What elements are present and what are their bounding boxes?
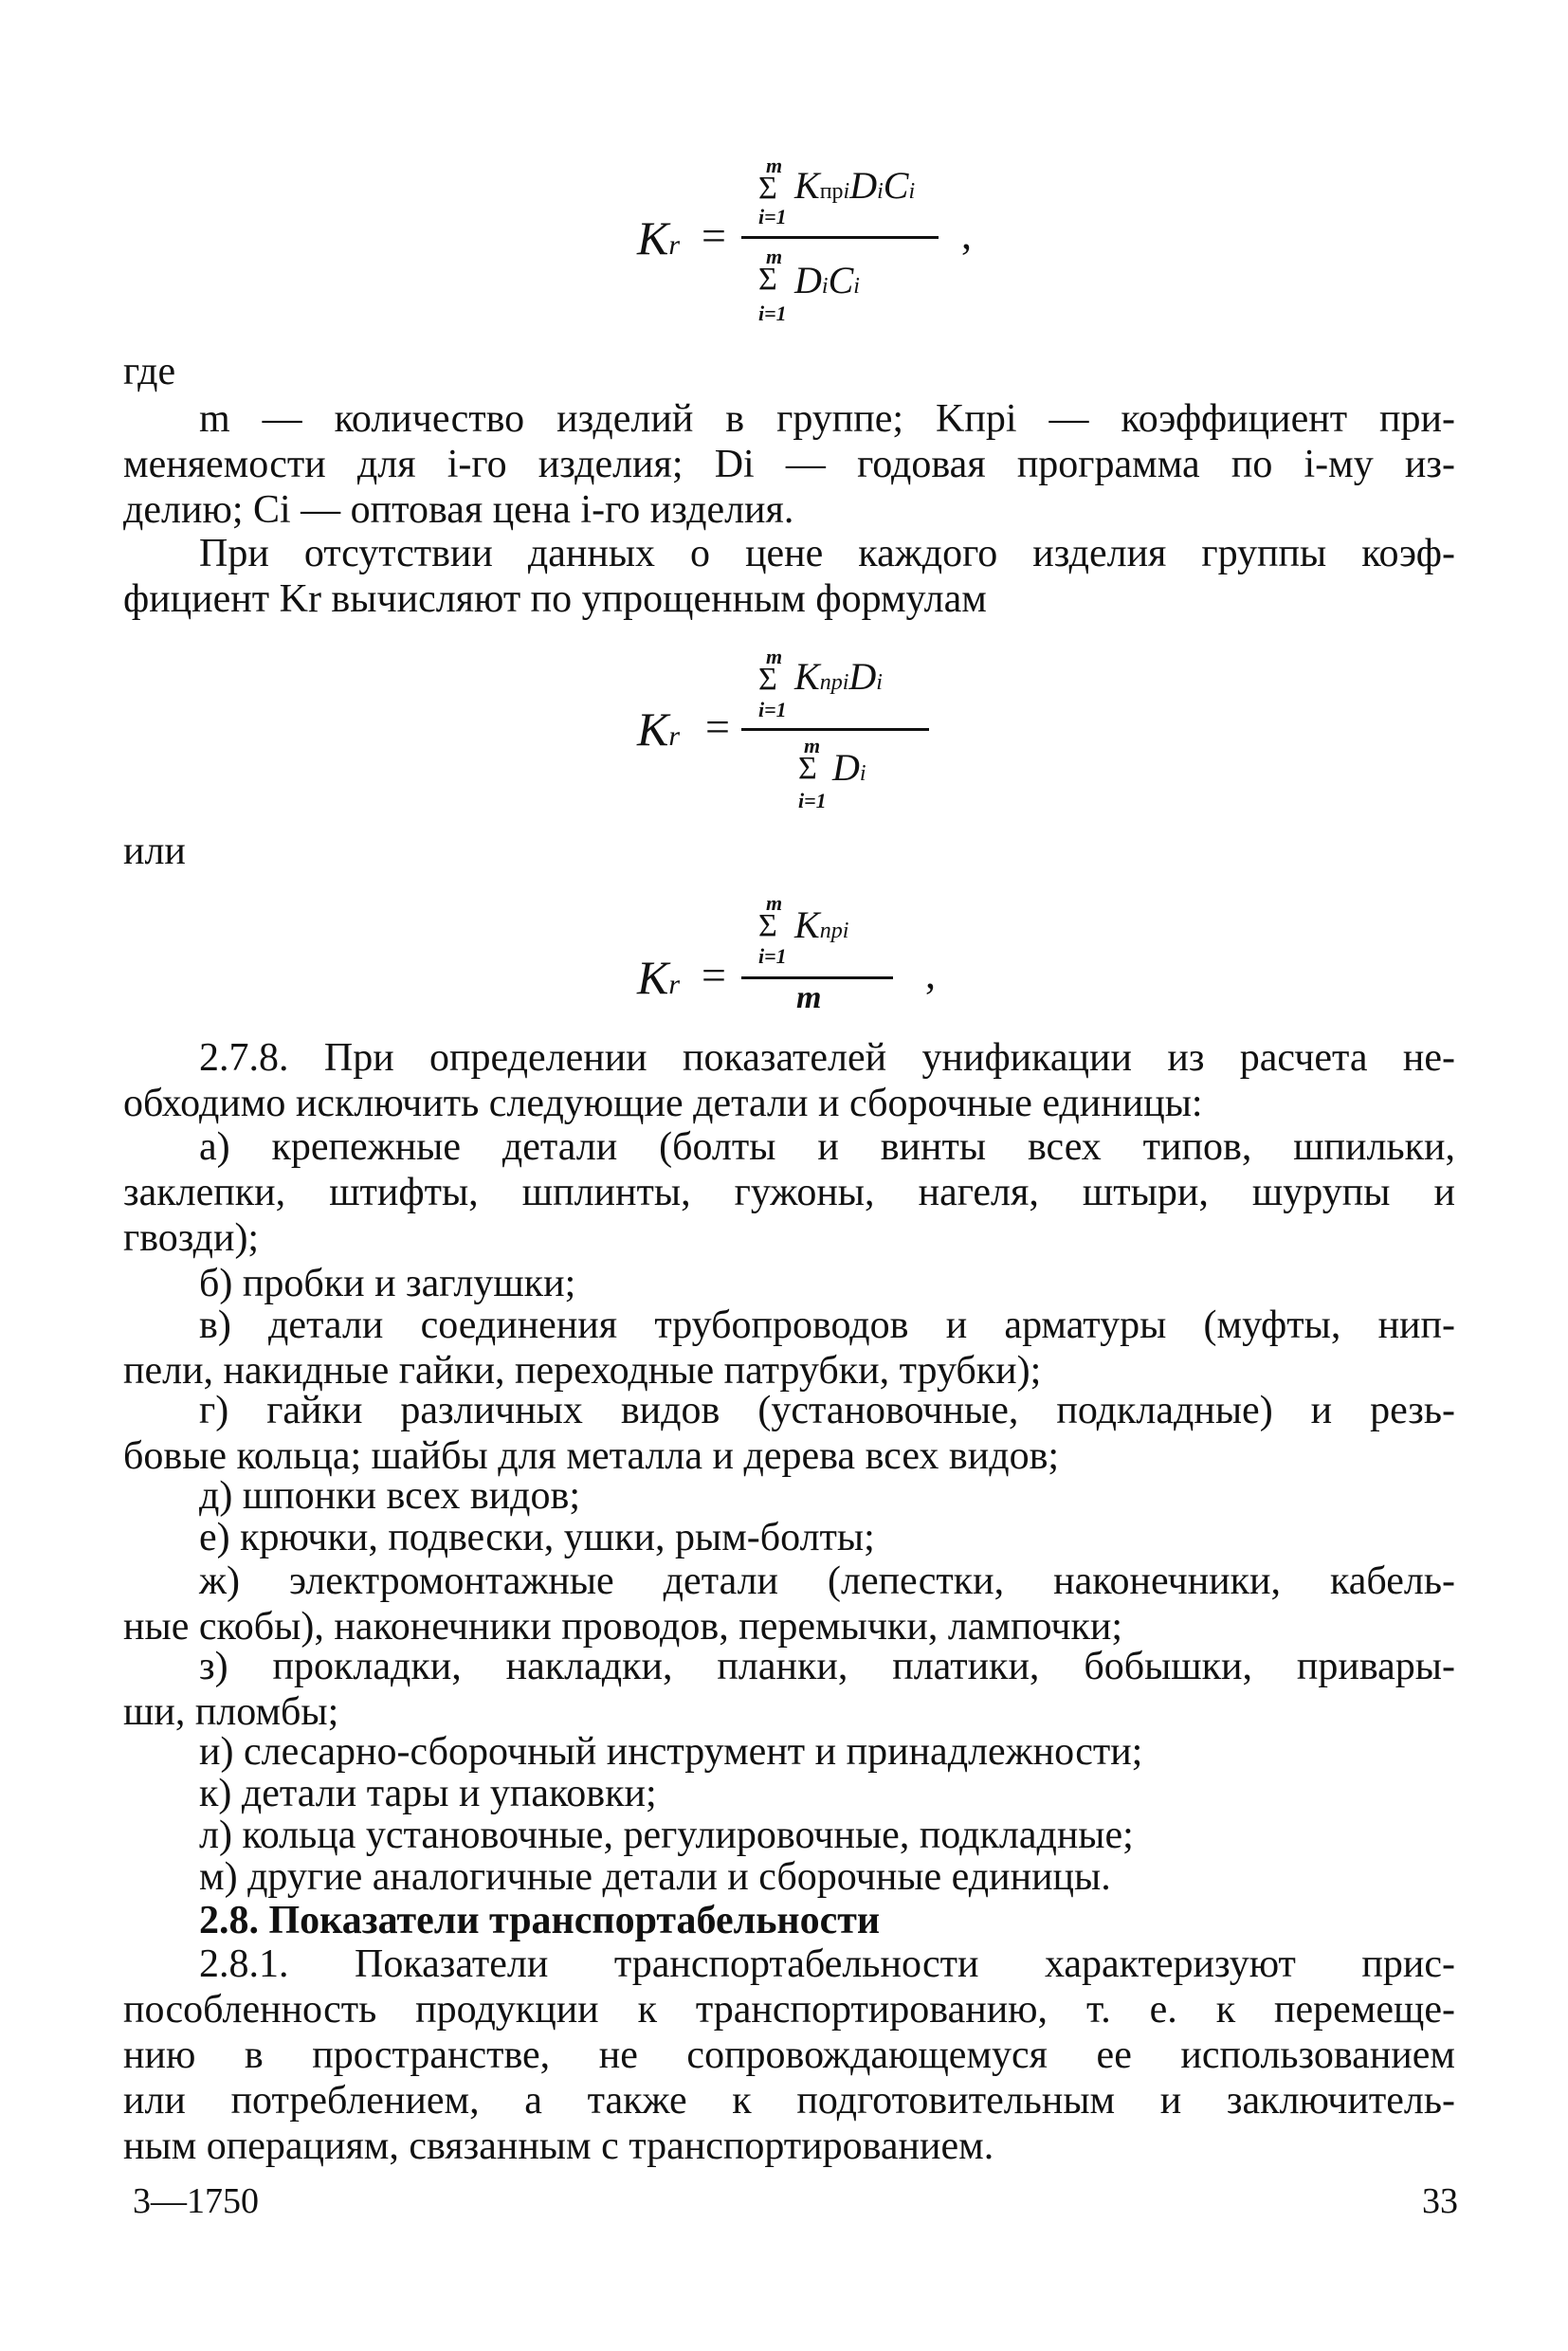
text-line: 2.7.8. При определении показателей унификации из расчета не- — [199, 1036, 1455, 1080]
text-line: При отсутствии данных о цене каждого изделия группы коэф- — [199, 532, 1455, 575]
text-line: обходимо исключить следующие детали и сборочные единицы: — [123, 1082, 1203, 1125]
text-line: к) детали тары и упаковки; — [199, 1772, 657, 1815]
f2-lhs: Kr — [637, 702, 681, 756]
text-line: а) крепежные детали (болты и винты всех типов, шпильки, — [199, 1125, 1455, 1169]
f1-num-top: m — [766, 154, 783, 177]
text-line: ные скобы), наконечники проводов, перемычки, лампочки; — [123, 1605, 1123, 1649]
text-line: в) детали соединения трубопроводов и арматуры (муфты, нип- — [199, 1303, 1455, 1347]
text-line: заклепки, штифты, шплинты, гужоны, нагеля, штыри, шурупы и — [123, 1171, 1455, 1214]
text-line: м) другие аналогичные детали и сборочные единицы. — [199, 1855, 1111, 1899]
f2-num-body: KпрiDi — [794, 655, 883, 698]
section-heading-2-8: 2.8. Показатели транспортабельности — [199, 1899, 881, 1942]
f3-num-body: Kпрi — [794, 903, 849, 946]
f1-den-body: DiCi — [794, 259, 860, 301]
or-label: или — [123, 829, 186, 873]
f3-eq: = — [702, 951, 726, 999]
f1-den-top: m — [766, 245, 783, 268]
list-item-v — [123, 1303, 1455, 1394]
f2-eq: = — [705, 702, 730, 751]
absent-data-paragraph — [123, 531, 1455, 622]
list-item-a — [123, 1124, 1455, 1261]
list-item-i — [123, 1729, 1455, 1775]
text-line: з) прокладки, накладки, планки, платики, бобышки, привары- — [199, 1645, 1455, 1688]
f3-num-top: m — [766, 891, 783, 915]
f1-eq: = — [702, 211, 726, 260]
f2-num-bottom: i=1 — [758, 698, 787, 721]
text-line: л) кольца установочные, регулировочные, подкладные; — [199, 1813, 1134, 1857]
list-item-m — [123, 1854, 1455, 1900]
text-line: д) шпонки всех видов; — [199, 1474, 581, 1518]
f1-trail: , — [961, 211, 972, 258]
f1-num-bottom: i=1 — [758, 205, 787, 228]
list-item-k — [123, 1771, 1455, 1816]
f2-den-sigma: Σ — [798, 751, 817, 786]
list-item-b — [123, 1261, 1455, 1306]
f2-den-top: m — [804, 734, 821, 757]
list-item-l — [123, 1813, 1455, 1858]
section-2-7-8 — [123, 1035, 1455, 1126]
f2-num-sigma: Σ — [758, 662, 777, 697]
where-label: где — [123, 350, 176, 393]
f3-num-sigma: Σ — [758, 908, 777, 943]
footer-signature: 3—1750 — [133, 2181, 259, 2221]
section-2-8-1 — [123, 1941, 1455, 2169]
list-item-e — [123, 1515, 1455, 1560]
text-line: m — количество изделий в группе; Kпрi — коэффициент при- — [199, 397, 1455, 441]
list-item-z — [123, 1644, 1455, 1735]
list-item-g — [123, 1388, 1455, 1479]
text-line: фициент Kr вычисляют по упрощенным формулам — [123, 577, 987, 621]
f2-den-bottom: i=1 — [798, 789, 827, 812]
text-line: пособленность продукции к транспортированию, т. е. к перемеще- — [123, 1988, 1455, 2032]
f3-trail: , — [925, 951, 936, 997]
page-number: 33 — [1422, 2181, 1458, 2221]
text-line: г) гайки различных видов (установочные, подкладные) и резь- — [199, 1389, 1455, 1432]
definitions-paragraph — [123, 396, 1455, 533]
text-line: бовые кольца; шайбы для металла и дерева всех видов; — [123, 1434, 1060, 1478]
f1-fraction-line — [741, 236, 939, 239]
f1-den-bottom: i=1 — [758, 301, 787, 325]
f3-lhs: Kr — [637, 951, 681, 1004]
list-item-d — [123, 1473, 1455, 1519]
text-line: или потреблением, а также к подготовительным и заключитель- — [123, 2079, 1455, 2123]
f3-den: m — [796, 980, 822, 1015]
text-line: меняемости для i-го изделия; Di — годовая программа по i-му из- — [123, 443, 1455, 486]
list-item-zh — [123, 1558, 1455, 1649]
f1-num-sigma: Σ — [758, 171, 777, 206]
text-line: б) пробки и заглушки; — [199, 1262, 576, 1305]
text-line: делию; Ci — оптовая цена i-го изделия. — [123, 488, 794, 532]
text-line: ным операциям, связанным с транспортированием. — [123, 2124, 994, 2168]
text-line: ж) электромонтажные детали (лепестки, наконечники, кабель- — [199, 1559, 1455, 1603]
f3-fraction-line — [741, 976, 893, 979]
f2-fraction-line — [741, 728, 929, 731]
text-line: е) крючки, подвески, ушки, рым-болты; — [199, 1516, 875, 1559]
text-line: и) слесарно-сборочный инструмент и принадлежности; — [199, 1730, 1143, 1774]
f1-num-body: KпрiDiCi — [794, 164, 916, 207]
f2-num-top: m — [766, 645, 783, 668]
f2-den-body: Di — [832, 746, 866, 789]
f3-num-bottom: i=1 — [758, 944, 787, 968]
f1-lhs: Kr — [637, 211, 681, 264]
text-line: нию в пространстве, не сопровождающемуся ее использованием — [123, 2033, 1455, 2077]
text-line: ши, пломбы; — [123, 1690, 339, 1734]
text-line: 2.8.1. Показатели транспортабельности характеризуют прис- — [199, 1942, 1455, 1986]
f1-den-sigma: Σ — [758, 262, 777, 297]
text-line: пели, накидные гайки, переходные патрубки, трубки); — [123, 1349, 1042, 1393]
text-line: гвозди); — [123, 1216, 260, 1260]
